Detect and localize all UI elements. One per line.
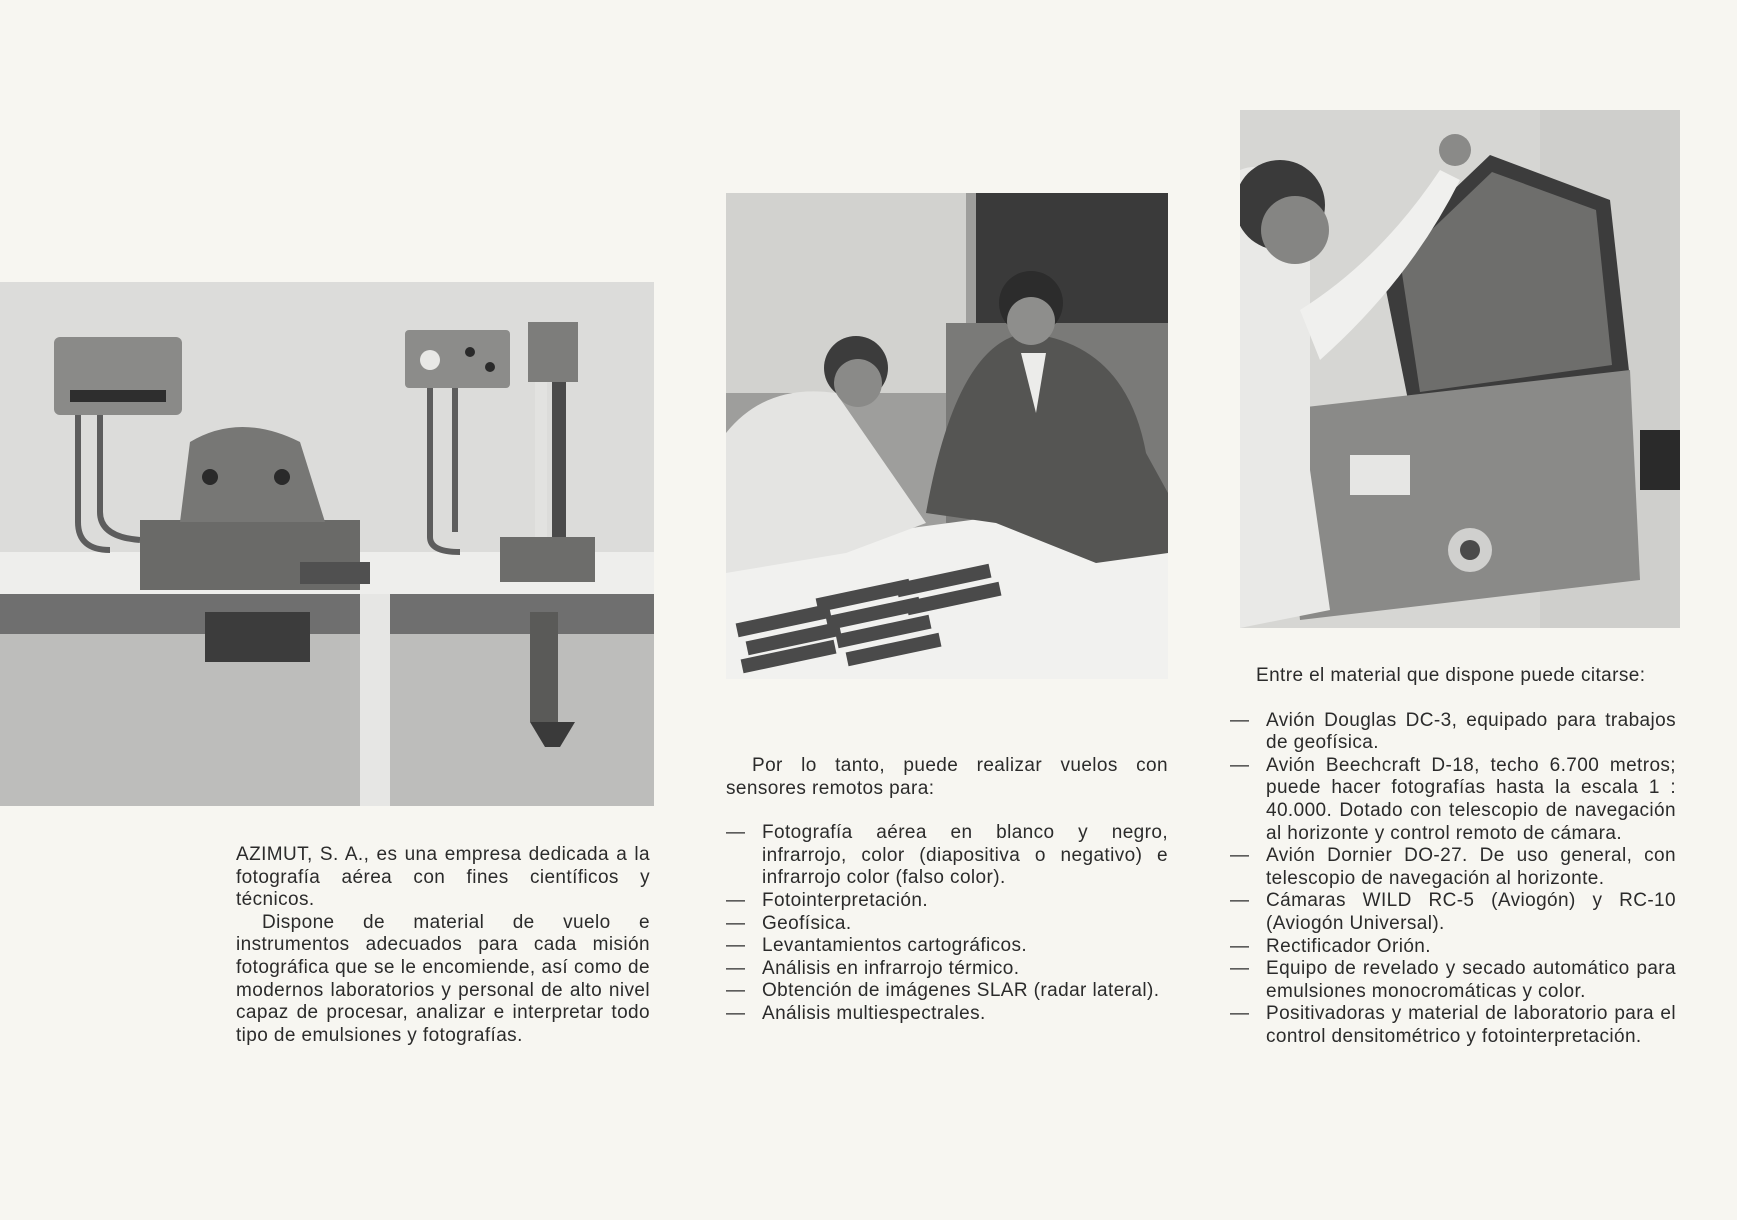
list-item: — Rectificador Orión.	[1230, 935, 1431, 957]
dash-marker: —	[1230, 845, 1250, 867]
dash-marker: —	[1230, 935, 1250, 957]
column-3-text	[1230, 665, 1676, 1049]
dash-marker: —	[1230, 890, 1250, 912]
services-list	[726, 822, 1168, 1025]
dash-marker: —	[726, 980, 746, 1002]
services-intro: Por lo tanto, puede realizar vuelos con sensores remotos para:	[726, 755, 1168, 799]
dash-marker: —	[726, 935, 746, 957]
dash-marker: —	[1230, 1003, 1250, 1025]
photo-inspection	[726, 193, 1168, 679]
intro-paragraph: AZIMUT, S. A., es una empresa dedicada a la fotografía aérea con fines científicos y técnicos.	[236, 844, 650, 911]
list-item: — Geofísica.	[726, 912, 852, 934]
photo-rectifier	[1240, 110, 1680, 628]
list-item: — Avión Douglas DC-3, equipado para trabajos de geofísica.	[1230, 709, 1676, 754]
dash-marker: —	[726, 957, 746, 979]
list-item: — Avión Beechcraft D-18, techo 6.700 metros; puede hacer fotografías hasta la escala 1 : 40.000. Dotado con telescopio de navegación al horizonte y control remoto de cámara.	[1230, 754, 1676, 844]
dash-marker: —	[726, 889, 746, 911]
equipment-list	[1230, 710, 1676, 1049]
dash-marker: —	[1230, 754, 1250, 776]
list-item: — Cámaras WILD RC-5 (Aviogón) y RC-10 (Aviogón Universal).	[1230, 890, 1676, 934]
list-item: — Positivadoras y material de laboratorio para el control densitométrico y fotointerpretación.	[1230, 1003, 1676, 1047]
equipment-intro: Entre el material que dispone puede citarse:	[1256, 665, 1646, 686]
photo-instruments	[0, 282, 654, 806]
column-1-text	[236, 844, 650, 1047]
dash-marker: —	[1230, 958, 1250, 980]
list-item: — Obtención de imágenes SLAR (radar lateral).	[726, 980, 1160, 1002]
list-item: — Análisis en infrarrojo térmico.	[726, 957, 1020, 979]
list-item: — Análisis multiespectrales.	[726, 1002, 986, 1024]
list-item: — Avión Dornier DO-27. De uso general, con telescopio de navegación al horizonte.	[1230, 845, 1676, 889]
list-item: — Fotointerpretación.	[726, 889, 929, 911]
equipment-paragraph: Dispone de material de vuelo e instrumentos adecuados para cada misión fotográfica que se le encomiende, así como de modernos laboratorios y personal de alto nivel capaz de procesar, analizar e interpretar todo tipo de emulsiones y fotografías.	[236, 911, 650, 1046]
list-item: — Levantamientos cartográficos.	[726, 935, 1028, 957]
column-2-text	[726, 755, 1168, 1026]
dash-marker: —	[1230, 709, 1250, 731]
list-item: — Equipo de revelado y secado automático para emulsiones monocromáticas y color.	[1230, 958, 1676, 1002]
dash-marker: —	[726, 912, 746, 934]
list-item: — Fotografía aérea en blanco y negro, infrarrojo, color (diapositiva o negativo) e infrarrojo color (falso color).	[726, 822, 1168, 889]
dash-marker: —	[726, 1002, 746, 1024]
dash-marker: —	[726, 822, 746, 844]
